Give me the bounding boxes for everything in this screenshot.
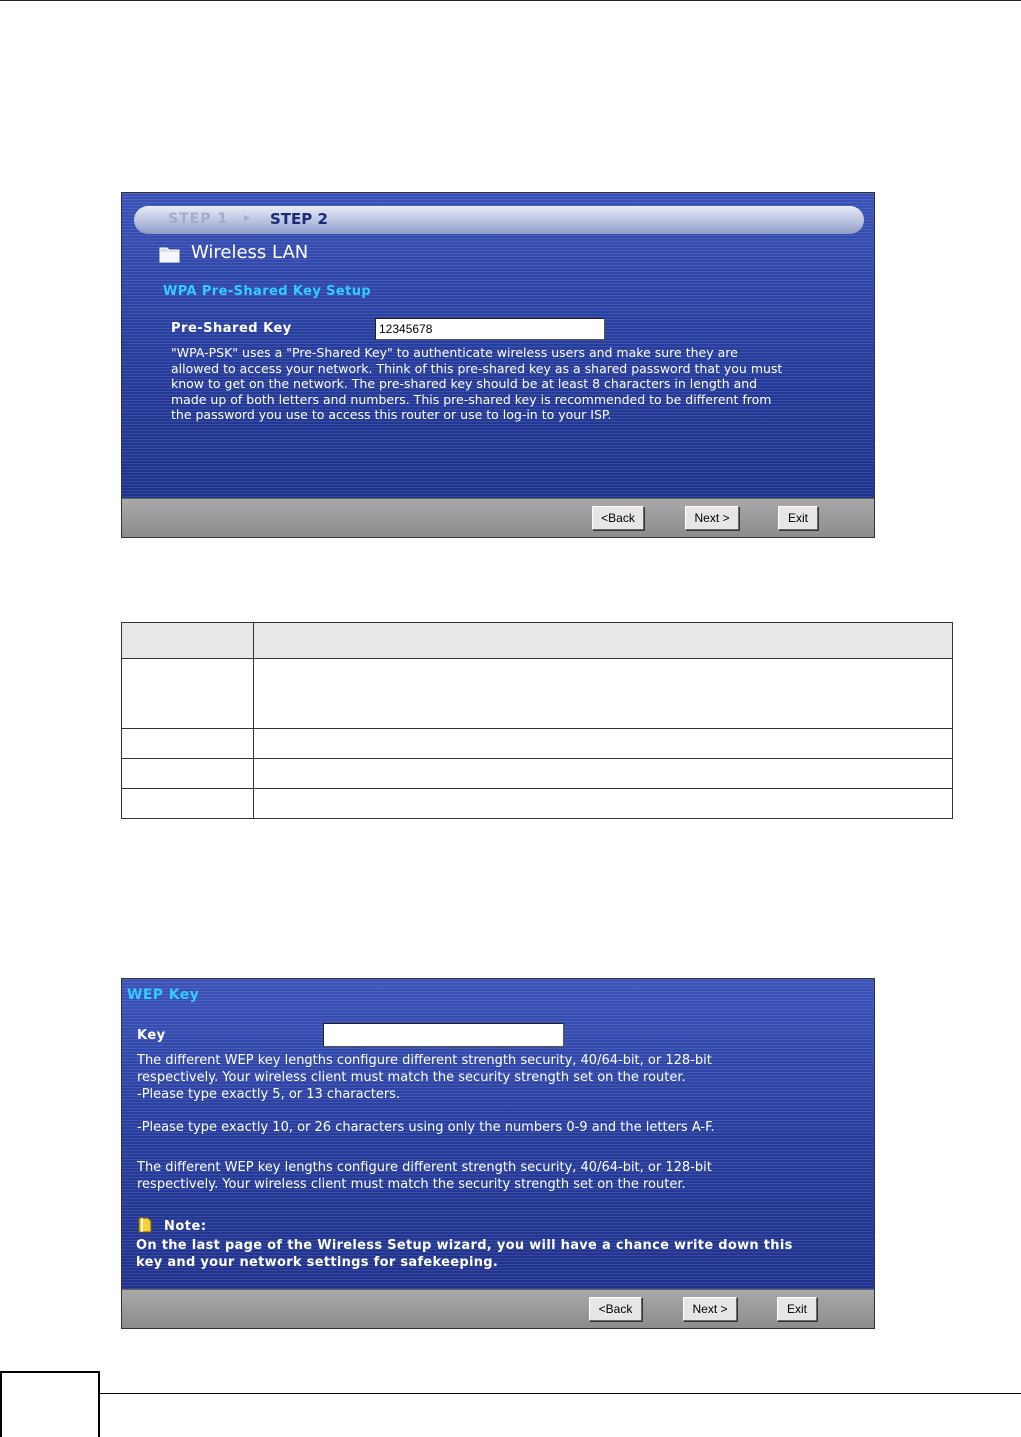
wpa-psk-subheading: WPA Pre-Shared Key Setup bbox=[163, 284, 372, 299]
description-line: know to get on the network. The pre-shared key should be at least 8 characters in length and bbox=[171, 376, 758, 392]
wizard-step-bar bbox=[134, 206, 864, 234]
table-cell bbox=[254, 789, 953, 819]
wep-key-info bbox=[137, 1052, 867, 1103]
wep-key-info-repeat bbox=[137, 1159, 867, 1193]
button-bar bbox=[122, 1289, 874, 1328]
table-header-cell bbox=[254, 623, 953, 659]
pre-shared-key-label: Pre-Shared Key bbox=[171, 321, 292, 336]
field-description-table bbox=[121, 622, 953, 819]
folder-icon bbox=[159, 245, 181, 263]
table-cell bbox=[122, 759, 254, 789]
page-number-box bbox=[0, 1371, 100, 1437]
footer-rule bbox=[100, 1393, 1021, 1394]
table-row bbox=[122, 729, 953, 759]
note-line: On the last page of the Wireless Setup wizard, you will have a chance write down this bbox=[136, 1238, 793, 1253]
section-title: Wireless LAN bbox=[191, 242, 309, 263]
table-cell bbox=[254, 659, 953, 729]
description-line: the password you use to access this router or use to log-in to your ISP. bbox=[171, 407, 612, 423]
next-button[interactable]: Next > bbox=[685, 506, 739, 530]
wep-hex-instruction: -Please type exactly 10, or 26 characters using only the numbers 0-9 and the letters A-F. bbox=[137, 1120, 715, 1135]
table-row bbox=[122, 759, 953, 789]
back-button[interactable]: <Back bbox=[589, 1297, 642, 1321]
table-cell bbox=[122, 729, 254, 759]
exit-button[interactable]: Exit bbox=[778, 506, 818, 530]
top-rule bbox=[0, 0, 1021, 1]
note-icon bbox=[138, 1217, 153, 1233]
step-2-label: STEP 2 bbox=[270, 210, 328, 228]
table-header-row bbox=[122, 623, 953, 659]
wep-key-subheading: WEP Key bbox=[127, 987, 200, 1003]
info-line: respectively. Your wireless client must match the security strength set on the router. bbox=[137, 1177, 686, 1192]
back-button[interactable]: <Back bbox=[592, 506, 644, 530]
note-line: key and your network settings for safekeeping. bbox=[136, 1255, 499, 1270]
table-cell bbox=[122, 659, 254, 729]
wpa-psk-wizard-screenshot bbox=[121, 192, 875, 538]
exit-button[interactable]: Exit bbox=[777, 1297, 817, 1321]
info-line: The different WEP key lengths configure different strength security, 40/64-bit, or 128-bit bbox=[137, 1053, 712, 1068]
wep-key-input[interactable] bbox=[323, 1023, 564, 1047]
table-row bbox=[122, 789, 953, 819]
description-line: "WPA-PSK" uses a "Pre-Shared Key" to authenticate wireless users and make sure they are bbox=[171, 345, 738, 360]
info-line: respectively. Your wireless client must match the security strength set on the router. bbox=[137, 1070, 686, 1085]
info-line: The different WEP key lengths configure different strength security, 40/64-bit, or 128-bit bbox=[137, 1160, 712, 1175]
step-1-label: STEP 1 bbox=[168, 211, 229, 227]
key-label: Key bbox=[137, 1028, 166, 1043]
button-bar bbox=[122, 498, 874, 537]
note-label: Note: bbox=[164, 1219, 207, 1234]
step-arrow-icon: ▸ bbox=[244, 210, 251, 224]
table-cell bbox=[122, 789, 254, 819]
wpa-psk-description bbox=[171, 345, 871, 423]
note-text bbox=[136, 1237, 871, 1271]
table-cell bbox=[254, 759, 953, 789]
table-cell bbox=[254, 729, 953, 759]
description-line: allowed to access your network. Think of this pre-shared key as a shared password that you must bbox=[171, 360, 783, 376]
wep-key-wizard-screenshot bbox=[121, 978, 875, 1329]
pre-shared-key-input[interactable]: 12345678 bbox=[375, 318, 605, 340]
next-button[interactable]: Next > bbox=[683, 1297, 737, 1321]
table-row bbox=[122, 659, 953, 729]
description-line: made up of both letters and numbers. This pre-shared key is recommended to be different from bbox=[171, 391, 772, 407]
table-header-cell bbox=[122, 623, 254, 659]
info-line: -Please type exactly 5, or 13 characters. bbox=[137, 1087, 401, 1102]
